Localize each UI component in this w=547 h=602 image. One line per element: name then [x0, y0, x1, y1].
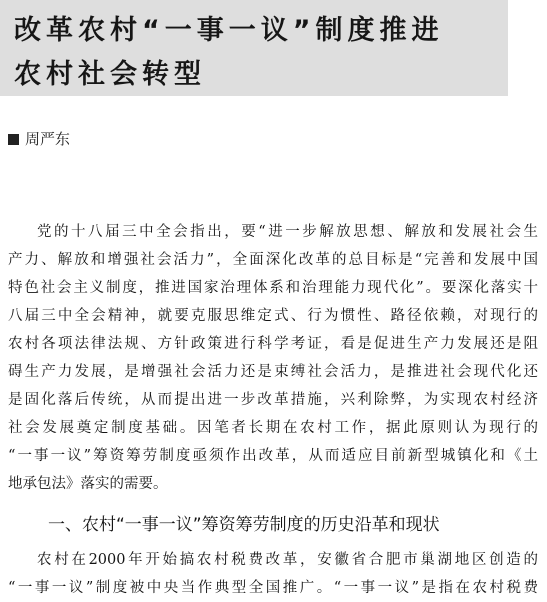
title-banner [0, 0, 508, 96]
text-line: “一事一议”筹资筹劳制度亟须作出改革，从而适应目前新型城镇化和《土 [8, 448, 538, 464]
text-line: 是固化落后传统，从而提出进一步改革措施，兴利除弊，为实现农村经济 [8, 392, 538, 408]
text-line: 党的十八届三中全会指出，要“进一步解放思想、解放和发展社会生 [37, 224, 538, 240]
article-title-line-2: 农村社会转型 [14, 59, 206, 90]
article-title-line-1: 改革农村“一事一议”制度推进 [14, 15, 444, 46]
text-line: 产力、解放和增强社会活力”，全面深化改革的总目标是“完善和发展中国 [8, 252, 538, 268]
author-byline [8, 128, 70, 149]
author-name: 周严东 [25, 130, 71, 148]
paragraph-intro [8, 218, 538, 498]
square-bullet-icon [8, 134, 19, 145]
section-heading: 一、农村“一事一议”筹资筹劳制度的历史沿革和现状 [48, 515, 440, 535]
text-line: 特色社会主义制度，推进国家治理体系和治理能力现代化”。要深化落实十 [8, 280, 538, 296]
text-line: 农村各项法律法规、方针政策进行科学考证，看是促进生产力发展还是阻 [8, 336, 538, 352]
text-line: 地承包法》落实的需要。 [8, 476, 168, 492]
text-line: “一事一议”制度被中央当作典型全国推广。“一事一议”是指在农村税费 [8, 580, 538, 596]
article-body [8, 218, 538, 602]
text-line: 农村在2000年开始搞农村税费改革，安徽省合肥市巢湖地区创造的 [37, 552, 538, 568]
text-line: 碍生产力发展，是增强社会活力还是束缚社会活力，是推进社会现代化还 [8, 364, 538, 380]
text-line: 社会发展奠定制度基础。因笔者长期在农村工作，据此原则认为现行的 [8, 420, 538, 436]
text-line: 八届三中全会精神，就要克服思维定式、行为惯性、路径依赖，对现行的 [8, 308, 538, 324]
